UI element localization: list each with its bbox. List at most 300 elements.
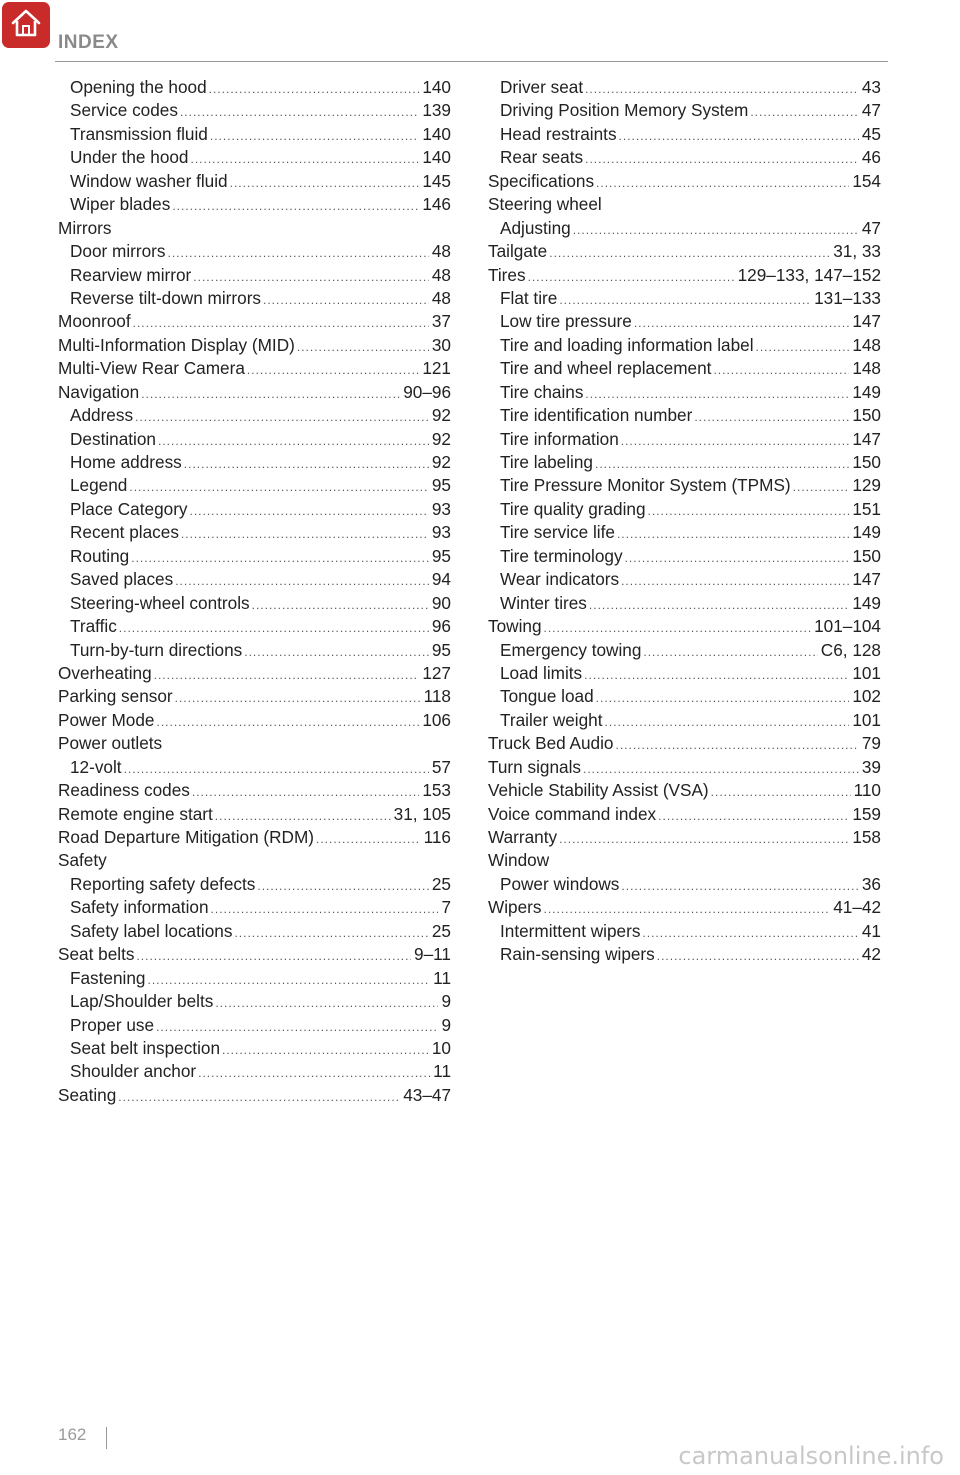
page-reference[interactable]: 48 (431, 241, 451, 262)
index-term: Tongue load (500, 686, 594, 707)
index-term: Tire identification number (500, 405, 693, 426)
dot-leader (198, 1066, 430, 1080)
index-entry[interactable] (58, 921, 451, 944)
dot-leader (643, 645, 817, 659)
index-entry[interactable] (488, 100, 881, 123)
index-term: Tire terminology (500, 545, 623, 566)
index-term: Voice command index (488, 803, 657, 824)
page-reference[interactable]: 47 (861, 100, 881, 121)
dot-leader (584, 668, 849, 682)
page-reference[interactable]: 101 (852, 662, 881, 683)
dot-leader (543, 902, 830, 916)
dot-leader (713, 363, 849, 377)
index-term: Flat tire (500, 287, 558, 308)
page-reference[interactable]: 92 (431, 428, 451, 449)
index-entry[interactable] (488, 405, 881, 428)
dot-leader (172, 199, 419, 213)
index-term: Tire quality grading (500, 498, 646, 519)
index-entry[interactable] (58, 1015, 451, 1038)
index-entry[interactable] (58, 757, 451, 780)
index-term: Driver seat (500, 77, 584, 97)
dot-leader (234, 926, 428, 940)
index-entry[interactable] (488, 874, 881, 897)
index-term: Safety (58, 850, 107, 871)
index-entry[interactable] (488, 593, 881, 616)
dot-leader (247, 363, 419, 377)
index-entry[interactable] (488, 265, 881, 288)
index-term: Seating (58, 1084, 117, 1105)
dot-leader (210, 129, 419, 143)
dot-leader (528, 270, 735, 284)
page-reference[interactable]: 147 (852, 569, 881, 590)
index-entry[interactable] (58, 429, 451, 452)
page-reference[interactable]: 116 (423, 827, 451, 847)
dot-leader (193, 270, 429, 284)
page-number: 162 (58, 1425, 87, 1444)
page-reference[interactable]: 159 (852, 803, 881, 824)
page-reference[interactable]: 48 (431, 264, 451, 285)
index-entry[interactable] (488, 358, 881, 381)
dot-leader (135, 410, 429, 424)
dot-leader (119, 621, 429, 635)
dot-leader (585, 152, 859, 166)
dot-leader (215, 996, 438, 1010)
index-term: Legend (70, 475, 128, 496)
page-reference[interactable]: 25 (431, 873, 451, 894)
page-reference[interactable]: 9 (441, 991, 451, 1012)
dot-leader (175, 574, 429, 588)
index-entry[interactable] (58, 241, 451, 264)
page-title: INDEX (58, 32, 119, 53)
dot-leader (711, 785, 851, 799)
page-reference[interactable]: 41 (861, 920, 881, 941)
index-entry[interactable] (488, 241, 881, 264)
page-reference[interactable]: 146 (422, 194, 451, 215)
page-reference[interactable]: 31, 33 (833, 241, 881, 262)
home-icon (9, 8, 43, 43)
index-term: Adjusting (500, 217, 571, 238)
index-entry[interactable] (488, 546, 881, 569)
index-entry[interactable] (58, 288, 451, 311)
index-term: Tire information (500, 428, 619, 449)
page-reference[interactable]: 47 (861, 217, 881, 238)
dot-leader (156, 1020, 438, 1034)
index-heading (58, 850, 451, 873)
index-entry[interactable] (488, 827, 881, 850)
index-term: Driving Position Memory System (500, 100, 749, 121)
dot-leader (297, 340, 429, 354)
index-entry[interactable] (58, 452, 451, 475)
page-reference[interactable]: 95 (431, 545, 451, 566)
index-entry[interactable] (58, 991, 451, 1014)
page-reference[interactable]: 39 (861, 756, 881, 777)
index-entry[interactable] (488, 475, 881, 498)
index-term: Tire and loading information label (500, 334, 754, 355)
dot-leader (215, 809, 391, 823)
index-entry[interactable] (488, 499, 881, 522)
index-term: Under the hood (70, 147, 189, 168)
index-term: Warranty (488, 827, 558, 847)
index-entry[interactable] (58, 710, 451, 733)
index-term: Multi-Information Display (MID) (58, 334, 295, 355)
index-entry[interactable] (488, 124, 881, 147)
page-reference[interactable]: 139 (422, 100, 451, 121)
index-entry[interactable] (488, 733, 881, 756)
page-reference[interactable]: C6, 128 (820, 639, 881, 660)
index-term: Road Departure Mitigation (RDM) (58, 827, 314, 847)
dot-leader (154, 668, 420, 682)
index-entry[interactable] (58, 968, 451, 991)
dot-leader (191, 152, 420, 166)
dot-leader (209, 82, 420, 96)
dot-leader (642, 926, 858, 940)
index-entry[interactable] (488, 944, 881, 967)
page-reference[interactable]: 147 (852, 428, 881, 449)
index-entry[interactable] (58, 546, 451, 569)
page-reference[interactable]: 150 (852, 545, 881, 566)
dot-leader (257, 879, 429, 893)
index-term: Recent places (70, 522, 179, 543)
index-entry[interactable] (488, 429, 881, 452)
dot-leader (252, 598, 429, 612)
dot-leader (244, 645, 429, 659)
index-entry[interactable] (58, 405, 451, 428)
index-entry[interactable] (58, 382, 451, 405)
page-reference[interactable]: 149 (852, 592, 881, 613)
index-term: Low tire pressure (500, 311, 632, 332)
index-entry[interactable] (58, 147, 451, 170)
index-term: Address (70, 405, 134, 426)
index-term: Wipers (488, 897, 542, 918)
dot-leader (158, 434, 429, 448)
dot-leader (595, 457, 849, 471)
index-term: Turn-by-turn directions (70, 639, 243, 660)
dot-leader (756, 340, 850, 354)
page-reference[interactable]: 94 (431, 569, 451, 590)
dot-leader (619, 129, 859, 143)
index-entry[interactable] (58, 522, 451, 545)
page-reference[interactable]: 127 (422, 662, 451, 683)
page-reference[interactable]: 150 (852, 452, 881, 472)
dot-leader (621, 879, 858, 893)
index-term: Destination (70, 428, 156, 449)
index-entry[interactable] (488, 77, 881, 100)
page-reference[interactable]: 150 (852, 405, 881, 426)
page-reference[interactable]: 149 (852, 522, 881, 543)
dot-leader (615, 738, 858, 752)
page-reference[interactable]: 110 (853, 780, 881, 801)
page-reference[interactable]: 90 (431, 592, 451, 613)
dot-leader (617, 527, 849, 541)
index-entry[interactable] (58, 593, 451, 616)
dot-leader (129, 480, 429, 494)
dot-leader (131, 551, 429, 565)
page-reference[interactable]: 102 (852, 686, 881, 707)
dot-leader (596, 176, 849, 190)
page-reference[interactable]: 37 (431, 311, 451, 332)
index-term: Lap/Shoulder belts (70, 991, 214, 1012)
page-reference[interactable]: 31, 105 (393, 803, 451, 824)
index-entry[interactable] (488, 757, 881, 780)
dot-leader (316, 832, 421, 846)
dot-leader (658, 809, 849, 823)
index-term: Truck Bed Audio (488, 733, 614, 754)
index-term: Head restraints (500, 123, 617, 144)
page-reference[interactable]: 106 (422, 709, 451, 730)
index-entry[interactable] (58, 780, 451, 803)
index-entry[interactable] (488, 335, 881, 358)
page-reference[interactable]: 46 (861, 147, 881, 168)
page-reference[interactable]: 148 (852, 334, 881, 355)
index-entry[interactable] (488, 171, 881, 194)
index-heading (58, 218, 451, 241)
index-term: Window washer fluid (70, 170, 228, 191)
index-term: Power Mode (58, 709, 155, 730)
index-term: Mirrors (58, 217, 112, 238)
index-entry[interactable] (488, 382, 881, 405)
index-heading (488, 194, 881, 217)
index-term: Steering-wheel controls (70, 592, 250, 613)
index-term: Rear seats (500, 147, 584, 168)
index-entry[interactable] (58, 311, 451, 334)
page-reference[interactable]: 129–133, 147–152 (737, 264, 881, 285)
home-button[interactable] (2, 2, 50, 48)
index-term: Saved places (70, 569, 174, 590)
dot-leader (694, 410, 849, 424)
dot-leader (657, 949, 859, 963)
index-entry[interactable] (58, 194, 451, 217)
page-reference[interactable]: 92 (431, 405, 451, 426)
index-term: Intermittent wipers (500, 920, 641, 941)
index-term: Opening the hood (70, 77, 207, 97)
page-reference[interactable]: 57 (431, 756, 451, 777)
index-entry[interactable] (58, 124, 451, 147)
index-term: Parking sensor (58, 686, 173, 707)
page-reference[interactable]: 129 (852, 475, 881, 496)
index-entry[interactable] (488, 147, 881, 170)
index-entry[interactable] (58, 827, 451, 850)
index-entry[interactable] (488, 616, 881, 639)
index-entry[interactable] (58, 1061, 451, 1084)
dot-leader (192, 785, 419, 799)
index-term: Wear indicators (500, 569, 620, 590)
index-entry[interactable] (58, 640, 451, 663)
index-entry[interactable] (58, 265, 451, 288)
index-term: Readiness codes (58, 780, 190, 801)
index-entry[interactable] (58, 499, 451, 522)
index-term: Seat belts (58, 944, 135, 965)
index-term: Safety label locations (70, 920, 233, 941)
page-reference[interactable]: 42 (861, 944, 881, 965)
footer-divider (106, 1427, 107, 1449)
index-term: Tire Pressure Monitor System (TPMS) (500, 475, 791, 496)
page-reference[interactable]: 148 (852, 358, 881, 379)
dot-leader (181, 527, 429, 541)
page-reference[interactable]: 154 (852, 170, 881, 191)
index-entry[interactable] (58, 100, 451, 123)
header-divider (55, 61, 888, 62)
dot-leader (793, 480, 850, 494)
index-term: Service codes (70, 100, 178, 121)
dot-leader (136, 949, 411, 963)
index-heading (488, 850, 881, 873)
index-entry[interactable] (488, 288, 881, 311)
index-entry[interactable] (58, 804, 451, 827)
index-entry[interactable] (58, 1085, 451, 1108)
dot-leader (559, 293, 811, 307)
index-entry[interactable] (488, 921, 881, 944)
page-reference[interactable]: 147 (852, 311, 881, 332)
dot-leader (168, 246, 429, 260)
dot-leader (157, 715, 420, 729)
index-term: Proper use (70, 1014, 155, 1035)
index-entry[interactable] (58, 335, 451, 358)
page-reference[interactable]: 153 (422, 780, 451, 801)
index-term: Rearview mirror (70, 264, 192, 285)
dot-leader (559, 832, 849, 846)
page-reference[interactable]: 149 (852, 381, 881, 402)
dot-leader (585, 387, 849, 401)
page-reference[interactable]: 48 (431, 287, 451, 308)
index-term: Shoulder anchor (70, 1061, 197, 1082)
index-term: Towing (488, 616, 542, 637)
index-entry[interactable] (58, 569, 451, 592)
dot-leader (230, 176, 420, 190)
page-reference[interactable]: 101 (852, 709, 881, 730)
page-reference[interactable]: 41–42 (833, 897, 881, 918)
dot-leader (118, 1090, 400, 1104)
index-column-left (58, 77, 451, 1108)
index-entry[interactable] (58, 475, 451, 498)
page-reference[interactable]: 93 (431, 522, 451, 543)
index-entry[interactable] (488, 897, 881, 920)
index-entry[interactable] (58, 686, 451, 709)
index-term: Tires (488, 264, 526, 285)
index-term: Trailer weight (500, 709, 603, 730)
watermark: carmanualsonline.info (678, 1442, 944, 1470)
page-reference[interactable]: 11 (433, 1061, 451, 1082)
dot-leader (133, 316, 429, 330)
index-term: 12-volt (70, 756, 122, 777)
page-reference[interactable]: 90–96 (403, 381, 451, 402)
index-entry[interactable] (488, 569, 881, 592)
index-term: Navigation (58, 381, 140, 402)
page-reference[interactable]: 43–47 (403, 1084, 451, 1105)
page-reference[interactable]: 30 (431, 334, 451, 355)
page-reference[interactable]: 95 (431, 639, 451, 660)
index-term: Turn signals (488, 756, 581, 777)
page-reference[interactable]: 10 (431, 1037, 451, 1058)
index-entry[interactable] (58, 944, 451, 967)
index-term: Power outlets (58, 733, 163, 754)
index-entry[interactable] (488, 780, 881, 803)
dot-leader (621, 574, 849, 588)
index-entry[interactable] (58, 874, 451, 897)
page-reference[interactable]: 131–133 (814, 287, 881, 308)
page-reference[interactable]: 96 (431, 616, 451, 637)
page-reference[interactable]: 92 (431, 452, 451, 472)
index-term: Specifications (488, 170, 595, 191)
dot-leader (549, 246, 830, 260)
index-entry[interactable] (58, 663, 451, 686)
index-term: Remote engine start (58, 803, 213, 824)
index-entry[interactable] (488, 218, 881, 241)
index-entry[interactable] (488, 452, 881, 475)
index-term: Load limits (500, 662, 583, 683)
index-entry[interactable] (58, 616, 451, 639)
dot-leader (605, 715, 850, 729)
page-reference[interactable]: 9–11 (414, 944, 451, 965)
index-term: Traffic (70, 616, 117, 637)
page-reference[interactable]: 11 (433, 967, 451, 988)
index-term: Place Category (70, 498, 188, 519)
index-entry[interactable] (488, 804, 881, 827)
index-term: Window (488, 850, 550, 871)
index-term: Winter tires (500, 592, 587, 613)
page-reference[interactable]: 140 (422, 77, 451, 97)
index-term: Routing (70, 545, 130, 566)
dot-leader (634, 316, 849, 330)
index-entry[interactable] (58, 171, 451, 194)
index-entry[interactable] (58, 358, 451, 381)
page-reference[interactable]: 36 (861, 873, 881, 894)
index-term: Reporting safety defects (70, 873, 256, 894)
page-reference[interactable]: 95 (431, 475, 451, 496)
page-reference[interactable]: 7 (441, 897, 451, 918)
index-entry[interactable] (58, 897, 451, 920)
index-term: Tire labeling (500, 452, 593, 472)
index-term: Overheating (58, 662, 152, 683)
page-reference[interactable]: 101–104 (814, 616, 881, 637)
dot-leader (263, 293, 429, 307)
dot-leader (621, 434, 850, 448)
index-column-right (488, 77, 881, 968)
index-term: Fastening (70, 967, 146, 988)
page-reference[interactable]: 9 (441, 1014, 451, 1035)
page-reference[interactable]: 145 (422, 170, 451, 191)
page-reference[interactable]: 158 (852, 827, 881, 847)
page-reference[interactable]: 140 (422, 147, 451, 168)
dot-leader (648, 504, 850, 518)
index-entry[interactable] (58, 77, 451, 100)
dot-leader (750, 105, 859, 119)
index-term: Power windows (500, 873, 620, 894)
page-reference[interactable]: 121 (422, 358, 451, 379)
index-entry[interactable] (488, 311, 881, 334)
index-term: Door mirrors (70, 241, 166, 262)
dot-leader (211, 902, 439, 916)
index-term: Wiper blades (70, 194, 171, 215)
dot-leader (585, 82, 859, 96)
index-entry[interactable] (488, 640, 881, 663)
index-term: Tire and wheel replacement (500, 358, 712, 379)
page-reference[interactable]: 140 (422, 123, 451, 144)
page-reference[interactable]: 93 (431, 498, 451, 519)
index-entry[interactable] (488, 710, 881, 733)
page-reference[interactable]: 79 (861, 733, 881, 754)
page-reference[interactable]: 151 (852, 498, 881, 519)
page-reference[interactable]: 45 (861, 123, 881, 144)
page-reference[interactable]: 43 (861, 77, 881, 97)
page-reference[interactable]: 25 (431, 920, 451, 941)
index-entry[interactable] (488, 686, 881, 709)
dot-leader (124, 762, 429, 776)
index-term: Transmission fluid (70, 123, 208, 144)
index-entry[interactable] (58, 1038, 451, 1061)
page-reference[interactable]: 118 (423, 686, 451, 707)
index-entry[interactable] (488, 522, 881, 545)
index-entry[interactable] (488, 663, 881, 686)
